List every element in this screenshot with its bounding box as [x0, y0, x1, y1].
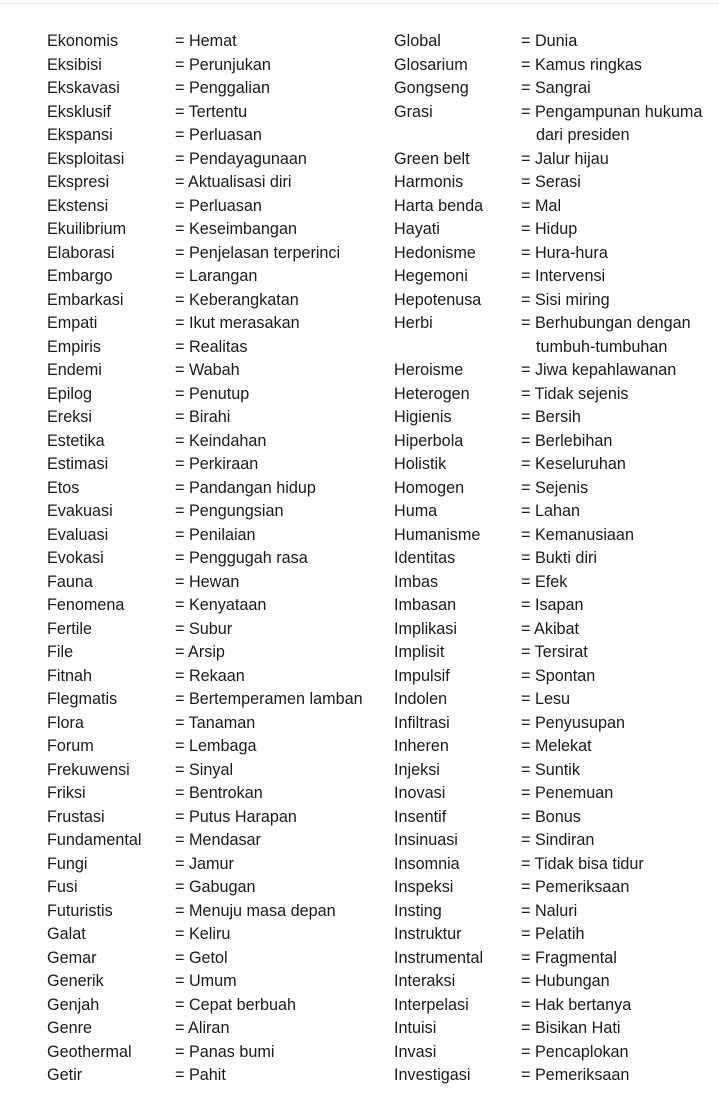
glossary-entry	[47, 383, 387, 407]
glossary-entry	[394, 265, 719, 289]
glossary-entry	[394, 688, 719, 712]
glossary-term: Embargo	[47, 267, 113, 285]
glossary-entry	[47, 853, 387, 877]
glossary-entry	[394, 383, 719, 407]
glossary-entry	[394, 77, 719, 101]
glossary-definition: = Penyusupan	[521, 713, 625, 732]
glossary-entry	[47, 688, 387, 712]
glossary-entry	[47, 312, 387, 336]
glossary-entry	[47, 500, 387, 524]
glossary-entry	[47, 430, 387, 454]
glossary-entry	[47, 947, 387, 971]
glossary-term: Infiltrasi	[394, 713, 450, 732]
glossary-term: Empiris	[47, 337, 101, 356]
glossary-term: Inspeksi	[394, 878, 454, 896]
glossary-term: Inheren	[394, 737, 449, 755]
glossary-term: Indolen	[394, 690, 448, 708]
glossary-definition: = Lembaga	[175, 737, 257, 755]
left-glossary-column	[47, 30, 387, 1088]
glossary-entry	[394, 618, 719, 642]
glossary-term: Injeksi	[394, 760, 440, 779]
glossary-term: Green belt	[394, 149, 470, 168]
glossary-definition: = Berhubungan dengan	[521, 314, 691, 332]
glossary-definition: = Pendayagunaan	[175, 149, 307, 168]
glossary-definition: = Kemanusiaan	[521, 525, 634, 544]
glossary-term: Epilog	[47, 384, 92, 403]
glossary-definition: = Arsip	[175, 643, 225, 661]
glossary-term: Homogen	[394, 478, 465, 497]
glossary-entry	[47, 571, 387, 595]
glossary-entry	[47, 735, 387, 759]
glossary-term: Grasi	[394, 102, 433, 121]
glossary-entry	[394, 453, 719, 477]
glossary-entry	[47, 336, 387, 360]
glossary-entry	[47, 806, 387, 830]
glossary-entry	[47, 618, 387, 642]
glossary-entry	[394, 1017, 719, 1041]
glossary-definition: = Birahi	[175, 408, 231, 426]
glossary-entry	[47, 101, 387, 125]
glossary-term: Galat	[47, 925, 86, 943]
glossary-term: Embarkasi	[47, 290, 124, 309]
glossary-term: Frustasi	[47, 807, 105, 826]
glossary-definition: = Spontan	[521, 666, 596, 685]
glossary-definition: = Perluasan	[175, 196, 262, 215]
glossary-term: Futuristis	[47, 901, 113, 920]
glossary-term: Gongseng	[394, 79, 469, 97]
glossary-entry	[47, 1064, 387, 1088]
glossary-term: Endemi	[47, 361, 102, 379]
glossary-definition: = Berlebihan	[521, 431, 613, 450]
glossary-definition: = Bertemperamen lamban	[175, 690, 363, 708]
glossary-definition: = Naluri	[521, 901, 578, 920]
glossary-entry	[47, 641, 387, 665]
glossary-entry	[394, 359, 719, 383]
glossary-definition: = Cepat berbuah	[175, 995, 297, 1014]
glossary-entry	[394, 242, 719, 266]
glossary-definition: = Pemeriksaan	[521, 878, 630, 896]
glossary-term: Getir	[47, 1066, 83, 1084]
glossary-entry-continuation	[394, 336, 719, 360]
glossary-term: Heroisme	[394, 361, 464, 379]
glossary-entry	[394, 923, 719, 947]
glossary-term: Flora	[47, 713, 84, 732]
glossary-definition: = Hura-hura	[521, 243, 608, 262]
glossary-definition: = Sangrai	[521, 79, 591, 97]
glossary-term: Evokasi	[47, 549, 104, 567]
glossary-definition: = Realitas	[175, 337, 248, 356]
glossary-term: Insting	[394, 901, 442, 920]
glossary-term: Friksi	[47, 784, 86, 802]
glossary-definition: = Tanaman	[175, 713, 256, 732]
glossary-entry	[47, 54, 387, 78]
glossary-definition: = Keindahan	[175, 431, 267, 450]
glossary-definition: = Tidak sejenis	[521, 384, 629, 403]
glossary-definition: = Pelatih	[521, 925, 585, 943]
glossary-definition-continued: tumbuh-tumbuhan	[536, 337, 668, 356]
glossary-entry	[47, 171, 387, 195]
glossary-definition: = Keliru	[175, 925, 231, 943]
glossary-term: Herbi	[394, 314, 433, 332]
glossary-definition: = Tertentu	[175, 102, 248, 121]
glossary-term: Flegmatis	[47, 690, 118, 708]
glossary-entry	[394, 101, 719, 125]
glossary-definition: = Getol	[175, 948, 228, 967]
glossary-entry	[394, 571, 719, 595]
glossary-definition: = Hak bertanya	[521, 995, 632, 1014]
glossary-term: Insentif	[394, 807, 447, 826]
top-divider	[0, 3, 719, 4]
glossary-definition: = Hemat	[175, 32, 237, 50]
glossary-entry	[394, 547, 719, 571]
glossary-term: Eksklusif	[47, 102, 111, 121]
glossary-entry	[394, 970, 719, 994]
glossary-term: Intuisi	[394, 1019, 437, 1037]
glossary-entry	[394, 759, 719, 783]
glossary-definition: = Kenyataan	[175, 596, 267, 614]
glossary-definition: = Penilaian	[175, 525, 256, 544]
glossary-term: File	[47, 643, 74, 661]
glossary-entry	[394, 665, 719, 689]
glossary-definition: = Bisikan Hati	[521, 1019, 621, 1037]
glossary-entry	[394, 195, 719, 219]
glossary-entry-continuation	[394, 124, 719, 148]
glossary-term: Harta benda	[394, 196, 484, 215]
glossary-definition: = Suntik	[521, 760, 580, 779]
glossary-definition: = Penggalian	[175, 79, 270, 97]
glossary-definition: = Dunia	[521, 32, 578, 50]
glossary-definition: = Keberangkatan	[175, 290, 299, 309]
glossary-term: Ekonomis	[47, 32, 119, 50]
glossary-entry	[394, 406, 719, 430]
glossary-term: Imbas	[394, 572, 439, 591]
glossary-definition: = Rekaan	[175, 666, 245, 685]
glossary-entry	[394, 477, 719, 501]
glossary-term: Fundamental	[47, 831, 142, 849]
glossary-term: Hiperbola	[394, 431, 464, 450]
glossary-definition: = Lesu	[521, 690, 571, 708]
glossary-term: Frekuwensi	[47, 760, 130, 779]
glossary-term: Ekuilibrium	[47, 220, 127, 238]
glossary-entry	[394, 994, 719, 1018]
glossary-entry	[394, 218, 719, 242]
glossary-definition: = Mal	[521, 196, 562, 215]
glossary-entry	[394, 853, 719, 877]
glossary-definition: = Hubungan	[521, 972, 610, 990]
glossary-definition: = Tidak bisa tidur	[521, 854, 644, 873]
glossary-entry	[394, 900, 719, 924]
glossary-entry	[47, 547, 387, 571]
glossary-definition: = Bukti diri	[521, 549, 598, 567]
glossary-entry	[47, 218, 387, 242]
glossary-term: Inovasi	[394, 784, 446, 802]
glossary-definition: = Pahit	[175, 1066, 226, 1084]
glossary-entry	[394, 430, 719, 454]
glossary-definition: = Umum	[175, 972, 237, 990]
glossary-term: Hegemoni	[394, 267, 468, 285]
glossary-definition: = Panas bumi	[175, 1042, 275, 1061]
glossary-term: Insomnia	[394, 854, 460, 873]
glossary-entry	[47, 712, 387, 736]
glossary-term: Ekspansi	[47, 126, 113, 144]
glossary-term: Fertile	[47, 619, 92, 638]
glossary-entry	[394, 524, 719, 548]
glossary-entry	[394, 500, 719, 524]
glossary-term: Evaluasi	[47, 525, 109, 544]
glossary-definition: = Sinyal	[175, 760, 234, 779]
glossary-term: Humanisme	[394, 525, 481, 544]
glossary-entry	[394, 947, 719, 971]
glossary-term: Ekstensi	[47, 196, 109, 215]
glossary-term: Generik	[47, 972, 104, 990]
glossary-definition: = Penemuan	[521, 784, 614, 802]
glossary-entry	[47, 289, 387, 313]
glossary-entry	[47, 900, 387, 924]
glossary-term: Invasi	[394, 1042, 437, 1061]
glossary-definition: = Sejenis	[521, 478, 589, 497]
glossary-definition: = Wabah	[175, 361, 240, 379]
glossary-entry	[394, 1064, 719, 1088]
glossary-term: Genre	[47, 1019, 92, 1037]
glossary-definition: = Larangan	[175, 267, 258, 285]
glossary-term: Global	[394, 32, 441, 50]
glossary-term: Hepotenusa	[394, 290, 482, 309]
glossary-entry	[47, 994, 387, 1018]
glossary-definition: = Bersih	[521, 408, 581, 426]
glossary-entry	[394, 312, 719, 336]
glossary-entry	[394, 735, 719, 759]
glossary-definition: = Penutup	[175, 384, 250, 403]
glossary-definition: = Pencaplokan	[521, 1042, 629, 1061]
glossary-entry	[47, 77, 387, 101]
glossary-term: Investigasi	[394, 1066, 471, 1084]
glossary-entry	[47, 195, 387, 219]
glossary-entry	[394, 641, 719, 665]
glossary-term: Fauna	[47, 572, 93, 591]
glossary-definition: = Hewan	[175, 572, 240, 591]
glossary-term: Harmonis	[394, 173, 464, 191]
glossary-term: Gemar	[47, 948, 97, 967]
glossary-entry	[47, 242, 387, 266]
glossary-definition: = Jiwa kepahlawanan	[521, 361, 677, 379]
glossary-term: Ereksi	[47, 408, 92, 426]
glossary-term: Eksploitasi	[47, 149, 125, 168]
glossary-term: Fungi	[47, 854, 88, 873]
glossary-entry	[47, 406, 387, 430]
glossary-entry	[47, 359, 387, 383]
glossary-entry	[47, 782, 387, 806]
glossary-term: Imbasan	[394, 596, 457, 614]
glossary-definition: = Perluasan	[175, 126, 262, 144]
glossary-entry	[394, 829, 719, 853]
glossary-term: Interpelasi	[394, 995, 469, 1014]
glossary-definition: = Efek	[521, 572, 568, 591]
glossary-term: Instruktur	[394, 925, 462, 943]
glossary-term: Higienis	[394, 408, 452, 426]
glossary-term: Huma	[394, 502, 438, 520]
glossary-entry	[394, 148, 719, 172]
glossary-entry	[47, 265, 387, 289]
glossary-definition: = Keseluruhan	[521, 455, 626, 473]
glossary-definition: = Aliran	[175, 1019, 230, 1037]
glossary-term: Etos	[47, 478, 80, 497]
glossary-definition: = Aktualisasi diri	[175, 173, 292, 191]
glossary-definition: = Sindiran	[521, 831, 595, 849]
glossary-definition: = Putus Harapan	[175, 807, 297, 826]
glossary-entry	[47, 594, 387, 618]
glossary-term: Impulsif	[394, 666, 450, 685]
glossary-term: Hayati	[394, 220, 440, 238]
glossary-definition: = Fragmental	[521, 948, 617, 967]
glossary-entry	[394, 594, 719, 618]
glossary-term: Implikasi	[394, 619, 457, 638]
glossary-entry	[394, 30, 719, 54]
glossary-entry	[394, 171, 719, 195]
glossary-definition: = Melekat	[521, 737, 592, 755]
glossary-definition: = Intervensi	[521, 267, 606, 285]
glossary-definition: = Ikut merasakan	[175, 314, 300, 332]
glossary-definition: = Subur	[175, 619, 233, 638]
right-glossary-column	[394, 30, 719, 1088]
glossary-term: Fenomena	[47, 596, 125, 614]
glossary-term: Hedonisme	[394, 243, 476, 262]
glossary-entry	[47, 829, 387, 853]
term-spacer	[394, 124, 521, 148]
glossary-definition: = Serasi	[521, 173, 581, 191]
glossary-term: Ekspresi	[47, 173, 110, 191]
glossary-definition: = Perkiraan	[175, 455, 259, 473]
glossary-entry	[47, 876, 387, 900]
glossary-term: Genjah	[47, 995, 100, 1014]
glossary-definition-continued: dari presiden	[536, 126, 630, 144]
glossary-term: Instrumental	[394, 948, 484, 967]
glossary-term: Heterogen	[394, 384, 470, 403]
glossary-term: Empati	[47, 314, 98, 332]
glossary-definition: = Bentrokan	[175, 784, 263, 802]
glossary-definition: = Penjelasan terperinci	[175, 243, 341, 262]
glossary-definition: = Keseimbangan	[175, 220, 297, 238]
glossary-entry	[47, 477, 387, 501]
glossary-term: Estetika	[47, 431, 105, 450]
glossary-term: Insinuasi	[394, 831, 458, 849]
glossary-definition: = Pandangan hidup	[175, 478, 316, 497]
glossary-definition: = Akibat	[521, 619, 580, 638]
glossary-term: Fusi	[47, 878, 78, 896]
glossary-entry	[47, 148, 387, 172]
glossary-term: Geothermal	[47, 1042, 132, 1061]
glossary-definition: = Mendasar	[175, 831, 261, 849]
term-spacer	[394, 336, 521, 360]
glossary-entry	[394, 1041, 719, 1065]
glossary-term: Elaborasi	[47, 243, 115, 262]
glossary-definition: = Pemeriksaan	[521, 1066, 630, 1084]
glossary-entry	[47, 665, 387, 689]
glossary-term: Glosarium	[394, 55, 468, 74]
glossary-entry	[394, 54, 719, 78]
glossary-term: Forum	[47, 737, 94, 755]
glossary-term: Eksibisi	[47, 55, 102, 74]
glossary-definition: = Kamus ringkas	[521, 55, 643, 74]
glossary-entry	[47, 453, 387, 477]
glossary-term: Fitnah	[47, 666, 92, 685]
glossary-entry	[47, 30, 387, 54]
glossary-entry	[47, 524, 387, 548]
glossary-entry	[394, 876, 719, 900]
glossary-entry	[47, 1017, 387, 1041]
glossary-definition: = Jalur hijau	[521, 149, 609, 168]
glossary-term: Ekskavasi	[47, 79, 120, 97]
glossary-definition: = Menuju masa depan	[175, 901, 336, 920]
glossary-definition: = Sisi miring	[521, 290, 610, 309]
glossary-entry	[47, 970, 387, 994]
glossary-term: Interaksi	[394, 972, 456, 990]
glossary-definition: = Tersirat	[521, 643, 588, 661]
glossary-definition: = Penggugah rasa	[175, 549, 308, 567]
glossary-entry	[47, 124, 387, 148]
glossary-term: Estimasi	[47, 455, 109, 473]
glossary-term: Identitas	[394, 549, 456, 567]
glossary-definition: = Hidup	[521, 220, 578, 238]
glossary-entry	[394, 289, 719, 313]
glossary-term: Holistik	[394, 455, 447, 473]
glossary-definition: = Lahan	[521, 502, 580, 520]
glossary-entry	[47, 759, 387, 783]
glossary-entry	[47, 1041, 387, 1065]
glossary-term: Evakuasi	[47, 502, 113, 520]
glossary-definition: = Pengungsian	[175, 502, 284, 520]
glossary-term: Implisit	[394, 643, 445, 661]
glossary-definition: = Gabugan	[175, 878, 256, 896]
glossary-definition: = Isapan	[521, 596, 584, 614]
glossary-entry	[47, 923, 387, 947]
glossary-definition: = Pengampunan hukuma	[521, 102, 703, 121]
glossary-entry	[394, 806, 719, 830]
glossary-entry	[394, 782, 719, 806]
glossary-definition: = Perunjukan	[175, 55, 271, 74]
glossary-definition: = Jamur	[175, 854, 234, 873]
glossary-definition: = Bonus	[521, 807, 581, 826]
glossary-entry	[394, 712, 719, 736]
